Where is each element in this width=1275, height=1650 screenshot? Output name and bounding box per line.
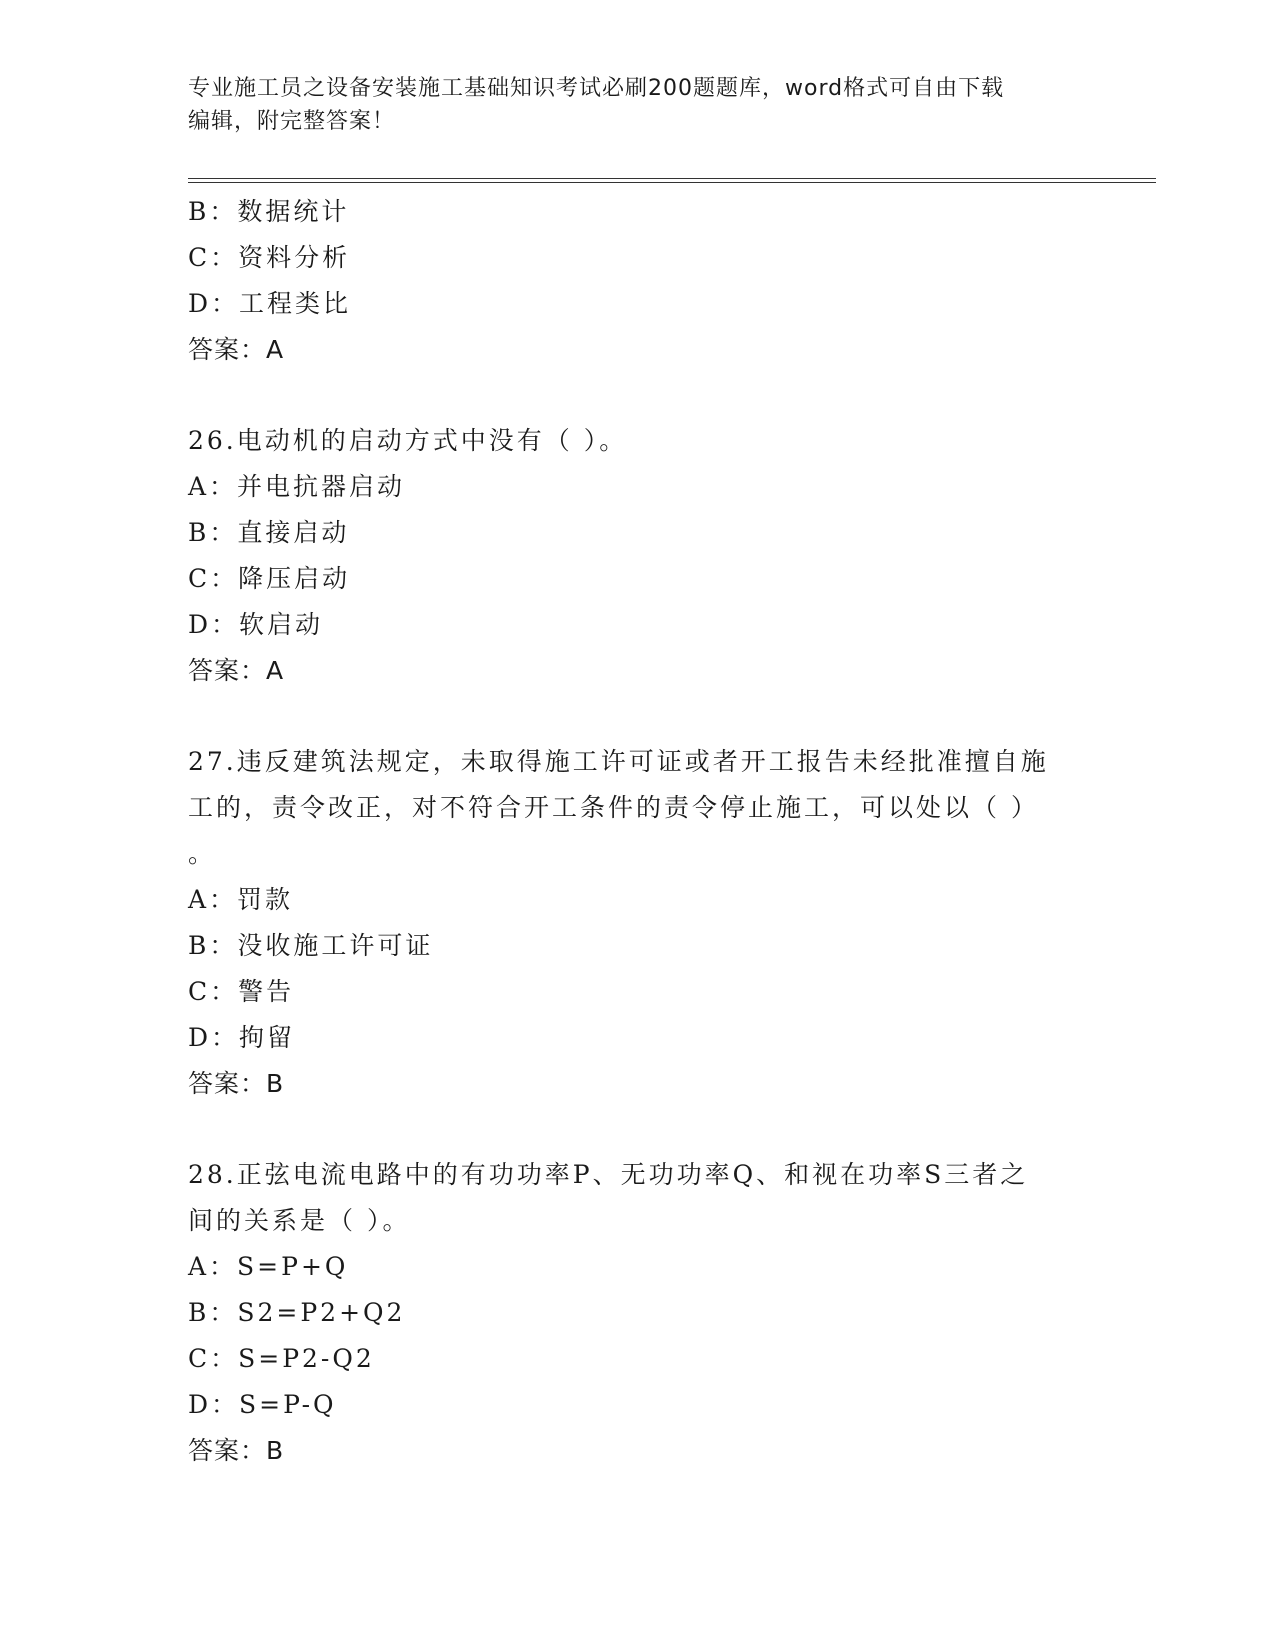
option-c: C：警告 [188, 977, 295, 1006]
question-text [188, 1152, 1088, 1244]
question-list [188, 189, 1088, 1474]
option-c: C：S=P2-Q2 [188, 1344, 375, 1373]
answer-line: 答案：B [188, 1436, 285, 1465]
answer-line: 答案：A [188, 656, 285, 685]
document-header [188, 72, 1088, 138]
option-a: A：S=P+Q [188, 1252, 349, 1281]
question-text-line: 工的，责令改正，对不符合开工条件的责令停止施工，可以处以（ ） [188, 793, 1039, 822]
option-d: D：工程类比 [188, 289, 352, 318]
option-d: D：软启动 [188, 610, 324, 639]
header-divider [188, 178, 1156, 183]
option-a: A：罚款 [188, 885, 294, 914]
answer-line: 答案：A [188, 335, 285, 364]
question-text-line: 28.正弦电流电路中的有功功率P、无功功率Q、和视在功率S三者之 [188, 1160, 1029, 1189]
option-d: D：拘留 [188, 1023, 296, 1052]
option-c: C：降压启动 [188, 564, 351, 593]
question-text-line: 27.违反建筑法规定，未取得施工许可证或者开工报告未经批准擅自施 [188, 747, 1049, 776]
option-c: C：资料分析 [188, 243, 351, 272]
header-title-line-2: 编辑，附完整答案！ [188, 109, 396, 134]
answer-line: 答案：B [188, 1069, 285, 1098]
option-b: B：没收施工许可证 [188, 931, 434, 960]
question-27 [188, 739, 1088, 1107]
option-b: B：直接启动 [188, 518, 350, 547]
question-text-line: 。 [188, 839, 217, 868]
question-text-line: 间的关系是（ ）。 [188, 1206, 411, 1235]
question-text [188, 418, 1088, 464]
header-title-line-1: 专业施工员之设备安装施工基础知识考试必刷200题题库，word格式可自由下载 [188, 76, 1005, 101]
option-d: D：S=P-Q [188, 1390, 337, 1419]
question-28 [188, 1152, 1088, 1474]
option-b: B：S2=P2+Q2 [188, 1298, 406, 1327]
question-25 [188, 189, 1088, 373]
option-a: A：并电抗器启动 [188, 472, 406, 501]
question-text-line: 26.电动机的启动方式中没有（ ）。 [188, 426, 628, 455]
question-text [188, 739, 1088, 877]
option-b: B：数据统计 [188, 197, 350, 226]
question-26 [188, 418, 1088, 694]
